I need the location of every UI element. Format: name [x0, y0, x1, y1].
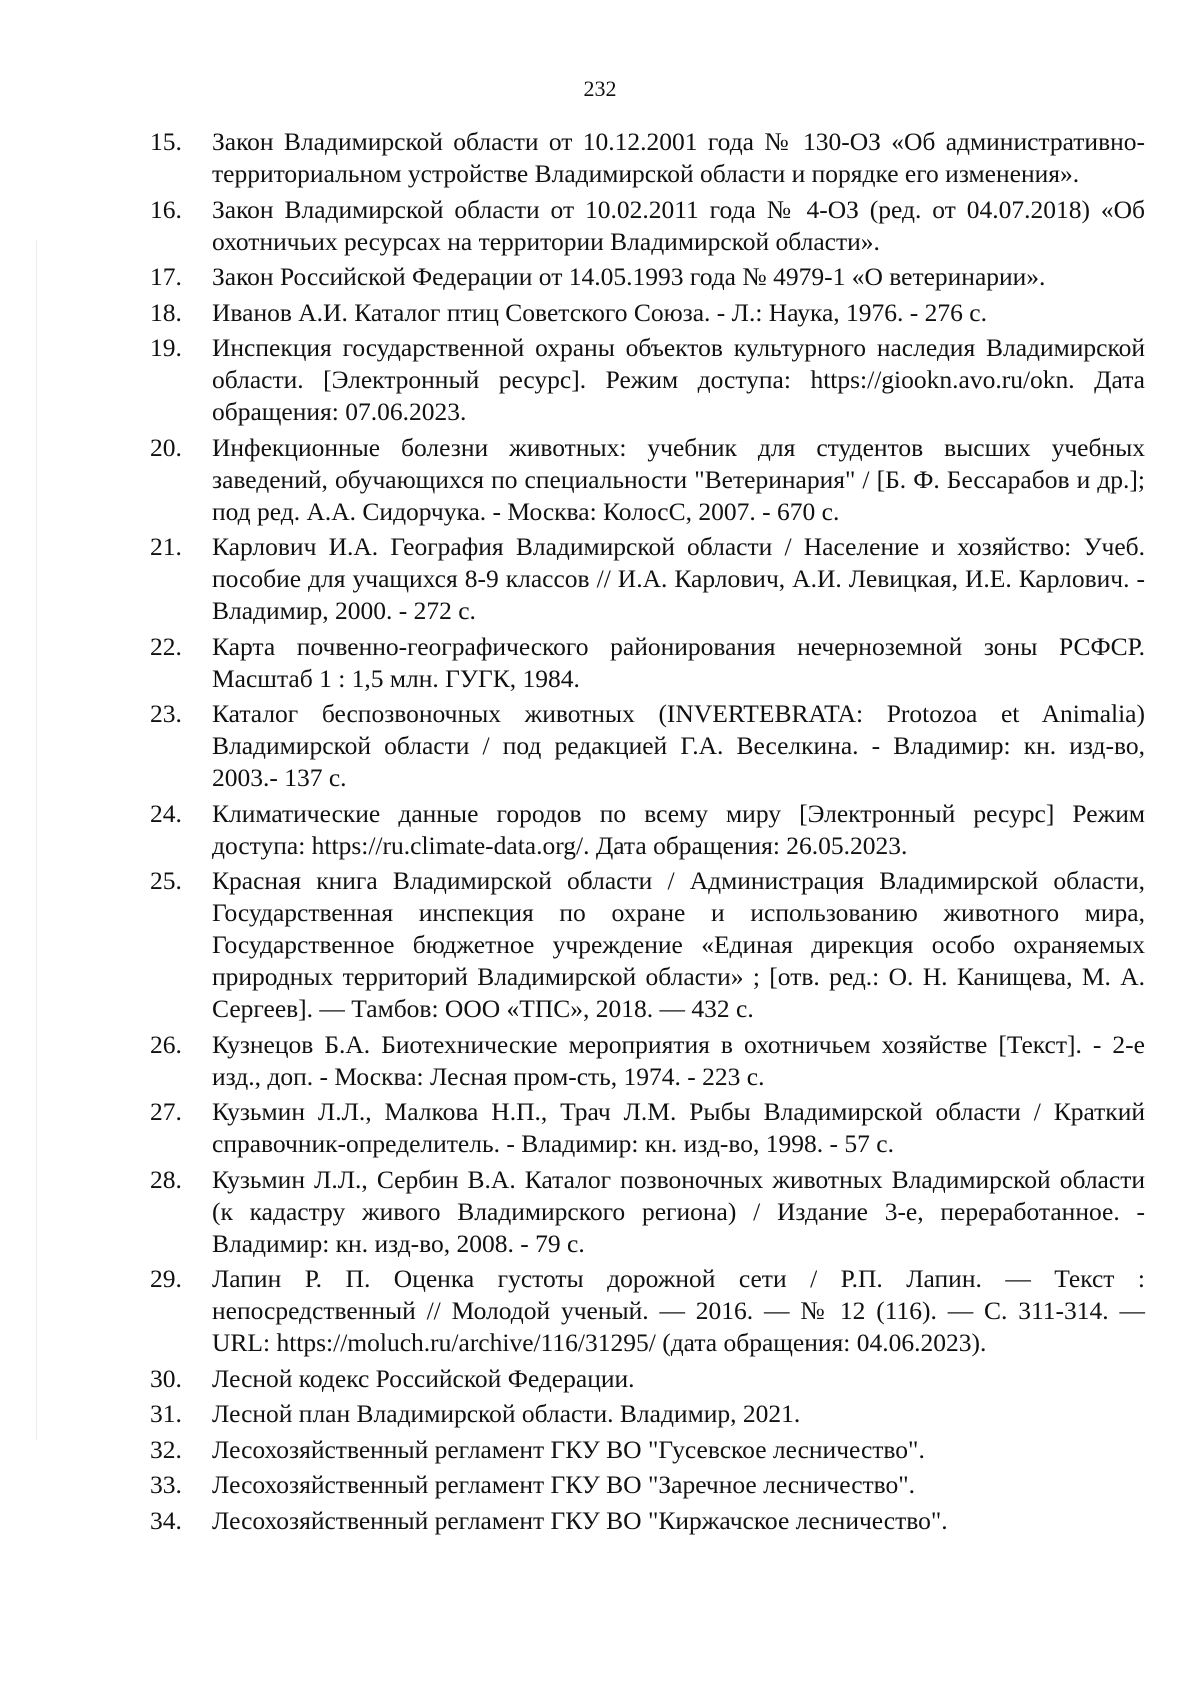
reference-text: Лесохозяйственный регламент ГКУ ВО "Гусевское лесничество".	[212, 1434, 925, 1464]
reference-item	[150, 531, 1145, 627]
reference-text: Лесохозяйственный регламент ГКУ ВО "Заречное лесничество".	[212, 1470, 916, 1499]
reference-item	[150, 432, 1145, 528]
reference-item	[150, 1398, 1145, 1430]
reference-item	[150, 1505, 1145, 1537]
reference-number: 22.	[150, 631, 182, 661]
reference-number: 33.	[150, 1470, 182, 1499]
reference-number: 18.	[150, 297, 182, 327]
reference-item	[150, 631, 1145, 695]
reference-text: Кузнецов Б.А. Биотехнические мероприятия в охотничьем хозяйстве [Текст]. - 2-е изд., доп. - Москва: Лесная пром-сть, 1974. - 223 с.	[212, 1029, 1145, 1091]
reference-number: 16.	[150, 194, 182, 224]
reference-text: Лесохозяйственный регламент ГКУ ВО "Киржачское лесничество".	[212, 1505, 948, 1535]
reference-number: 31.	[150, 1399, 182, 1428]
reference-text: Инфекционные болезни животных: учебник для студентов высших учебных заведений, обучающихся по специальности "Ветеринария" / [Б. Ф. Бессарабов и др.]; под ред. А.А. Сидорчука. - Москва: КолосС, 2007. - 670 с.	[212, 432, 1145, 526]
reference-item	[150, 698, 1145, 794]
reference-number: 15.	[150, 127, 182, 156]
reference-item	[150, 1096, 1145, 1160]
reference-text: Лесной план Владимирской области. Владимир, 2021.	[212, 1399, 801, 1428]
reference-text: Красная книга Владимирской области / Администрация Владимирской области, Государственная инспекция по охране и использованию животного мира, Государственное бюджетное учреждение «Единая дирекция особо охраняемых природных территорий Владимирской области» ; [отв. ред.: О. Н. Канищева, М. А. Сергеев]. — Тамбов: ООО «ТПС», 2018. — 432 с.	[212, 866, 1145, 1023]
reference-item	[150, 865, 1145, 1025]
scan-edge-line	[36, 240, 37, 1440]
reference-item	[150, 1363, 1145, 1395]
reference-text: Закон Российской Федерации от 14.05.1993 года № 4979-1 «О ветеринарии».	[212, 262, 1046, 291]
reference-text: Карта почвенно-географического районирования нечерноземной зоны РСФСР. Масштаб 1 : 1,5 млн. ГУГК, 1984.	[212, 631, 1145, 693]
reference-number: 30.	[150, 1363, 182, 1393]
reference-number: 23.	[150, 699, 182, 728]
reference-number: 20.	[150, 432, 182, 462]
reference-item	[150, 1434, 1145, 1466]
reference-number: 25.	[150, 866, 182, 895]
reference-item	[150, 194, 1145, 258]
reference-item	[150, 1164, 1145, 1260]
reference-number: 34.	[150, 1505, 182, 1535]
reference-item	[150, 126, 1145, 190]
reference-text: Лесной кодекс Российской Федерации.	[212, 1363, 635, 1393]
reference-item	[150, 332, 1145, 428]
reference-item	[150, 798, 1145, 862]
reference-item	[150, 1029, 1145, 1093]
reference-item	[150, 1469, 1145, 1501]
reference-item	[150, 261, 1145, 293]
reference-text: Закон Владимирской области от 10.02.2011 года № 4-ОЗ (ред. от 04.07.2018) «Об охотничьих ресурсах на территории Владимирской области».	[212, 194, 1145, 256]
reference-number: 24.	[150, 798, 182, 828]
reference-number: 17.	[150, 262, 182, 291]
reference-text: Климатические данные городов по всему миру [Электронный ресурс] Режим доступа: https://ru.climate-data.org/. Дата обращения: 26.05.2023.	[212, 798, 1145, 860]
reference-item	[150, 1263, 1145, 1359]
reference-text: Иванов А.И. Каталог птиц Советского Союза. - Л.: Наука, 1976. - 276 с.	[212, 297, 987, 327]
reference-text: Кузьмин Л.Л., Малкова Н.П., Трач Л.М. Рыбы Владимирской области / Краткий справочник-определитель. - Владимир: кн. изд-во, 1998. - 57 с.	[212, 1097, 1145, 1158]
reference-number: 32.	[150, 1434, 182, 1464]
reference-number: 29.	[150, 1264, 182, 1293]
reference-number: 19.	[150, 333, 182, 362]
reference-list	[150, 126, 1145, 1540]
reference-number: 26.	[150, 1029, 182, 1059]
reference-number: 28.	[150, 1164, 182, 1194]
reference-text: Каталог беспозвоночных животных (INVERTEBRATA: Protozoa et Animalia) Владимирской области / под редакцией Г.А. Веселкина. - Владимир: кн. изд-во, 2003.- 137 с.	[212, 699, 1145, 792]
reference-number: 21.	[150, 532, 182, 561]
page-number: 232	[583, 76, 617, 101]
reference-number: 27.	[150, 1097, 182, 1126]
reference-text: Лапин Р. П. Оценка густоты дорожной сети / Р.П. Лапин. — Текст : непосредственный // Молодой ученый. — 2016. — № 12 (116). — С. 311-314. — URL: https://moluch.ru/archive/116/31295/ (дата обращения: 04.06.2023).	[212, 1264, 1145, 1357]
reference-text: Кузьмин Л.Л., Сербин В.А. Каталог позвоночных животных Владимирской области (к кадастру живого Владимирского региона) / Издание 3-е, переработанное. - Владимир: кн. изд-во, 2008. - 79 с.	[212, 1164, 1145, 1258]
reference-text: Инспекция государственной охраны объектов культурного наследия Владимирской области. [Электронный ресурс]. Режим доступа: https://giookn.avo.ru/okn. Дата обращения: 07.06.2023.	[212, 333, 1145, 426]
reference-text: Карлович И.А. География Владимирской области / Население и хозяйство: Учеб. пособие для учащихся 8-9 классов // И.А. Карлович, А.И. Левицкая, И.Е. Карлович. - Владимир, 2000. - 272 с.	[212, 532, 1145, 625]
reference-text: Закон Владимирской области от 10.12.2001 года № 130-ОЗ «Об административно-территориальном устройстве Владимирской области и порядке его изменения».	[212, 127, 1145, 188]
reference-item	[150, 297, 1145, 329]
